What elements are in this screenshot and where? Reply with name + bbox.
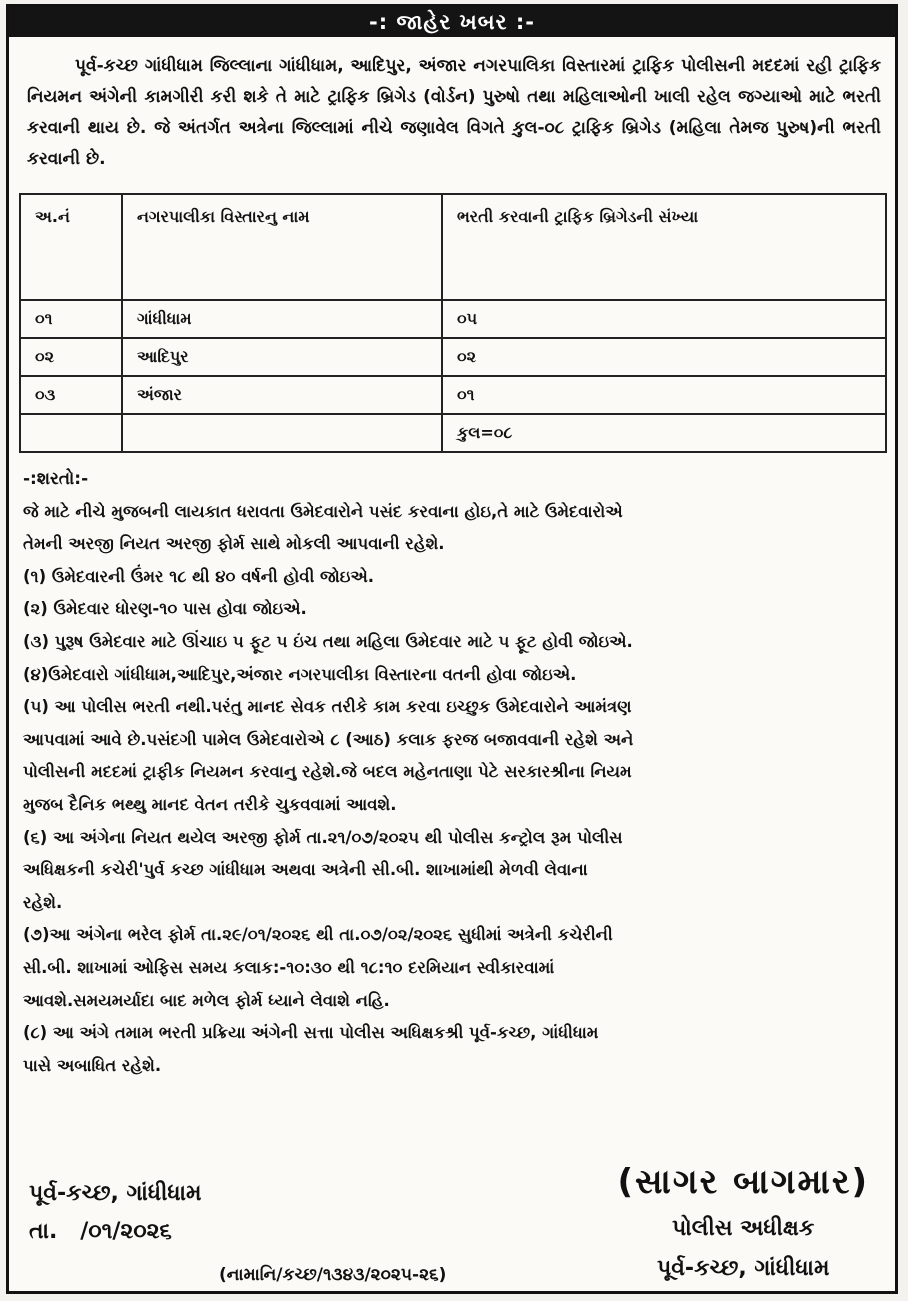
intro-text: પૂર્વ-કચ્છ ગાંધીધામ જિલ્લાના ગાંધીધામ, આદિપુર, અંજાર નગરપાલિકા વિસ્તારમાં ટ્રાફિક પોલીસની મદદમાં રહી ટ્રાફિક નિયમન અંગેની કામગીરી કરી શકે તે માટે ટ્રાફિક બ્રિગેડ (વોર્ડન) પુરુષો તથા મહિલાઓની ખાલી રહેલ જગ્યાઓ માટે ભરતી કરવાની થાય છે. જે અંતર્ગત અત્રેના જિલ્લામાં નીચે જણાવેલ વિગતે કુલ-૦૮ ટ્રાફિક બ્રિગેડ (મહિલા તેમજ પુરુષ)ની ભરતી કરવાની છે.: [27, 56, 881, 169]
intro-paragraph: [27, 51, 881, 175]
terms-line: (૪)ઉમેદવારો ગાંધીધામ,આદિપુર,અંજાર નગરપાલીકા વિસ્તારના વતની હોવા જોઇએ.: [23, 664, 577, 684]
row-count: ૦૫: [442, 300, 886, 338]
terms-line: જે માટે નીચે મુજબની લાયકાત ધરાવતા ઉમેદવારોને પસંદ કરવાના હોઇ,તે માટે ઉમેદવારોએ: [23, 501, 623, 521]
footer-place: પૂર્વ-કચ્છ, ગાંધીધામ: [29, 1181, 202, 1206]
table-header-row: [20, 194, 886, 300]
row-serial: ૦૩: [20, 376, 122, 414]
total-empty-cell: [122, 414, 442, 452]
terms-line: (૩) પુરૂષ ઉમેદવાર માટે ઊંચાઇ ૫ ફૂટ ૫ ઇંચ તથા મહિલા ઉમેદવાર માટે ૫ ફૂટ હોવી જોઇએ.: [23, 631, 633, 651]
footer-place-date: [29, 1175, 202, 1251]
table-row: [20, 300, 886, 338]
terms-line: (૨) ઉમેદવાર ધોરણ-૧૦ પાસ હોવા જોઇએ.: [23, 599, 307, 619]
terms-line: (૬) આ અંગેના નિયત થયેલ અરજી ફોર્મ તા.૨૧/૦૭/૨૦૨૫ થી પોલીસ કન્ટ્રોલ રૂમ પોલીસ: [23, 827, 623, 847]
recruitment-table: [19, 193, 887, 453]
row-serial: ૦૧: [20, 300, 122, 338]
table-row: [20, 376, 886, 414]
terms-line: મુજબ દૈનિક ભથ્થુ માનદ વેતન તરીકે ચુકવવામાં આવશે.: [23, 794, 397, 814]
terms-heading: -:શરતો:-: [23, 469, 89, 489]
notice-frame: [6, 4, 898, 1294]
terms-line: રહેશે.: [23, 892, 63, 912]
terms-line: (૧) ઉમેદવારની ઉંમર ૧૮ થી ૪૦ વર્ષની હોવી જોઇએ.: [23, 566, 375, 586]
signatory-title: પોલીસ અધીક્ષક: [672, 1216, 815, 1241]
terms-line: સી.બી. શાખામાં ઓફિસ સમય કલાક:-૧૦:૩૦ થી ૧૮:૧૦ દરમિયાન સ્વીકારવામાં: [23, 957, 555, 977]
notice-title: -: જાહેર ખબર :-: [9, 7, 895, 37]
terms-line: (૭)આ અંગેના ભરેલ ફોર્મ તા.૨૯/૦૧/૨૦૨૬ થી તા.૦૭/૦૨/૨૦૨૬ સુધીમાં અત્રેની કચેરીની: [23, 925, 613, 945]
terms-line: આપવામાં આવે છે.પસંદગી પામેલ ઉમેદવારોએ ૮ (આઠ) કલાક ફરજ બજાવવાની રહેશે અને: [23, 729, 634, 749]
total-empty-cell: [20, 414, 122, 452]
total-value: કુલ=૦૮: [442, 414, 886, 452]
terms-line: તેમની અરજી નિયત અરજી ફોર્મ સાથે મોકલી આપવાની રહેશે.: [23, 534, 445, 554]
terms-line: આવશે.સમયમર્યાદા બાદ મળેલ ફોર્મ ધ્યાને લેવાશે નહિ.: [23, 990, 390, 1010]
signatory-name: (સાગર બાગમાર): [617, 1162, 869, 1202]
row-municipality: ગાંધીધામ: [122, 300, 442, 338]
signatory-office: પૂર્વ-કચ્છ, ગાંધીધામ: [656, 1256, 830, 1281]
terms-line: અધિક્ષકની કચેરી'પુર્વ કચ્છ ગાંધીધામ અથવા અત્રેની સી.બી. શાખામાંથી મેળવી લેવાના: [23, 860, 588, 880]
terms-line: (૫) આ પોલીસ ભરતી નથી.પરંતુ માનદ સેવક તરીકે કામ કરવા ઇચ્છુક ઉમેદવારોને આમંત્રણ: [23, 697, 632, 717]
table-total-row: [20, 414, 886, 452]
table-row: [20, 338, 886, 376]
row-count: ૦૧: [442, 376, 886, 414]
header-municipality: નગરપાલીકા વિસ્તારનુ નામ: [122, 194, 442, 300]
terms-line: (૮) આ અંગે તમામ ભરતી પ્રક્રિયા અંગેની સત્તા પોલીસ અધિક્ષકશ્રી પૂર્વ-કચ્છ, ગાંધીધામ: [23, 1023, 599, 1043]
terms-line: પોલીસની મદદમાં ટ્રાફીક નિયમન કરવાનુ રહેશે.જે બદલ મહેનતાણા પેટે સરકારશ્રીના નિયમ: [23, 762, 632, 782]
footer-date: તા. /૦૧/૨૦૨૬: [29, 1219, 172, 1244]
row-count: ૦૨: [442, 338, 886, 376]
terms-line: પાસે અબાધિત રહેશે.: [23, 1055, 162, 1075]
signature-block: [617, 1155, 869, 1289]
header-serial: અ.નં: [20, 194, 122, 300]
row-municipality: આદિપુર: [122, 338, 442, 376]
header-count: ભરતી કરવાની ટ્રાફિક બ્રિગેડની સંખ્યા: [442, 194, 886, 300]
footer-reference: (નામાનિ/કચ્છ/૧૩૪૩/૨૦૨૫-૨૬): [219, 1265, 447, 1285]
terms-section: [23, 463, 881, 1082]
row-serial: ૦૨: [20, 338, 122, 376]
row-municipality: અંજાર: [122, 376, 442, 414]
